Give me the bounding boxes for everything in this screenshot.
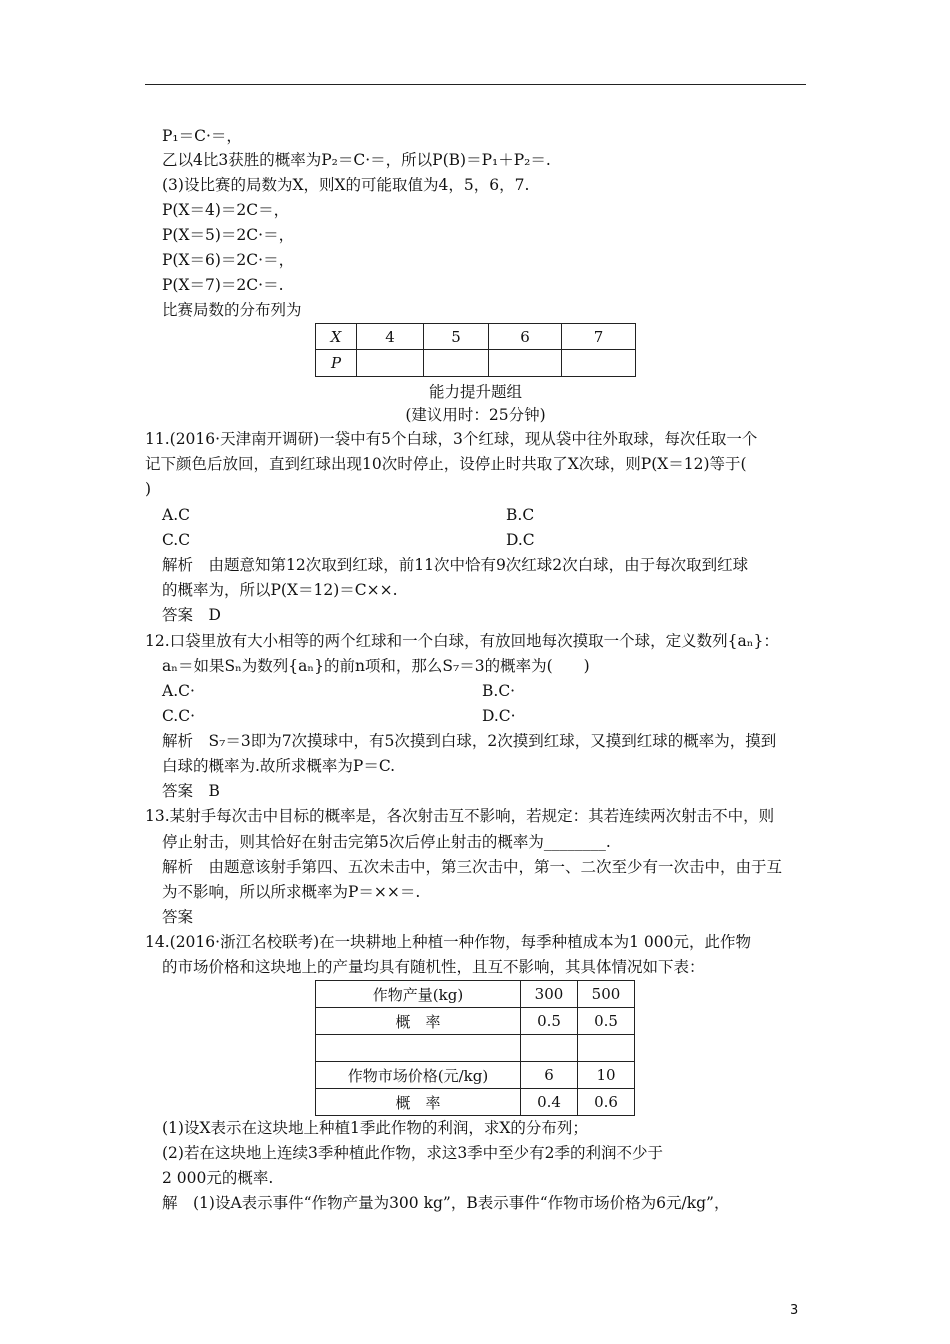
table-cell: 概 率 [316, 1089, 521, 1116]
question-14-part: 2 000元的概率. [162, 1169, 274, 1187]
option-d: D.C· [482, 707, 516, 725]
text-line: P(X＝4)＝2C＝， [162, 201, 290, 219]
table-cell: P [316, 350, 357, 377]
option-a: A.C· [162, 682, 195, 700]
answer-line: 答案 D [162, 606, 221, 624]
option-c: C.C· [162, 707, 196, 725]
text-line: P(X＝7)＝2C·＝. [162, 276, 284, 294]
text-line: P(X＝6)＝2C·＝， [162, 251, 295, 269]
option-a: A.C [162, 506, 190, 524]
solution-line: 解析 S₇＝3即为7次摸球中，有5次摸到白球，2次摸到红球，又摸到红球的概率为，摸到 [162, 732, 777, 750]
header-rule [145, 84, 806, 85]
table-cell [357, 350, 424, 377]
text-line: P(X＝5)＝2C·＝， [162, 226, 295, 244]
option-b: B.C· [482, 682, 516, 700]
table-cell [578, 1035, 635, 1062]
page-number: 3 [790, 1303, 799, 1318]
table-cell [521, 1035, 578, 1062]
table-cell: 500 [578, 981, 635, 1008]
distribution-table [315, 323, 636, 377]
text-line: (3)设比赛的局数为X，则X的可能取值为4，5，6，7. [162, 176, 530, 194]
table-cell: 5 [424, 324, 489, 350]
table-cell: 作物市场价格(元/kg) [316, 1062, 521, 1089]
table-cell: 10 [578, 1062, 635, 1089]
section-subtitle: (建议用时：25分钟) [405, 406, 546, 424]
table-cell: 6 [521, 1062, 578, 1089]
table-cell: 4 [357, 324, 424, 350]
table-cell [316, 1035, 521, 1062]
crop-table [315, 980, 635, 1116]
question-11-line: 11.(2016·天津南开调研)一袋中有5个白球，3个红球，现从袋中往外取球，每次任取一个 [145, 430, 758, 448]
table-cell [562, 350, 636, 377]
table-cell [424, 350, 489, 377]
answer-line: 答案 [162, 908, 194, 926]
table-cell: 0.5 [578, 1008, 635, 1035]
question-13-line: 13.某射手每次击中目标的概率是，各次射击互不影响，若规定：其若连续两次射击不中，则 [145, 807, 775, 825]
solution-line: 解析 由题意该射手第四、五次未击中，第三次击中，第一、二次至少有一次击中，由于互 [162, 858, 783, 876]
solution-line: 白球的概率为.故所求概率为P＝C. [162, 757, 396, 775]
text-line: 乙以4比3获胜的概率为P₂＝C·＝，所以P(B)＝P₁＋P₂＝. [162, 151, 551, 169]
table-cell: 概 率 [316, 1008, 521, 1035]
table-cell: 300 [521, 981, 578, 1008]
section-title: 能力提升题组 [428, 383, 522, 401]
question-12-line: aₙ＝如果Sₙ为数列{aₙ}的前n项和，那么S₇＝3的概率为( ) [162, 657, 590, 675]
table-cell [489, 350, 562, 377]
question-14-part: (2)若在这块地上连续3季种植此作物，求这3季中至少有2季的利润不少于 [162, 1144, 664, 1162]
solution-line: 的概率为，所以P(X＝12)＝C××. [162, 581, 398, 599]
option-b: B.C [506, 506, 535, 524]
table-cell: 0.6 [578, 1089, 635, 1116]
question-12-line: 12.口袋里放有大小相等的两个红球和一个白球，有放回地每次摸取一个球，定义数列{aₙ}： [145, 632, 779, 650]
table-cell: 0.4 [521, 1089, 578, 1116]
question-14-line: 14.(2016·浙江名校联考)在一块耕地上种植一种作物，每季种植成本为1 000元，此作物 [145, 933, 751, 951]
solution-line: 解析 由题意知第12次取到红球，前11次中恰有9次红球2次白球，由于每次取到红球 [162, 556, 749, 574]
table-cell: 0.5 [521, 1008, 578, 1035]
text-line: 比赛局数的分布列为 [162, 301, 302, 319]
table-cell: 作物产量(kg) [316, 981, 521, 1008]
text-line: P₁＝C·＝， [162, 127, 242, 145]
question-11-line: 记下颜色后放回，直到红球出现10次时停止，设停止时共取了X次球，则P(X＝12)等于( [145, 455, 747, 473]
table-cell: 7 [562, 324, 636, 350]
solution-line: 为不影响，所以所求概率为P＝××＝. [162, 883, 421, 901]
question-14-part: (1)设X表示在这块地上种植1季此作物的利润，求X的分布列； [162, 1119, 588, 1137]
question-11-line: ) [145, 480, 152, 498]
option-c: C.C [162, 531, 191, 549]
question-14-line: 的市场价格和这块地上的产量均具有随机性，且互不影响，其具体情况如下表： [162, 958, 705, 976]
solution-line: 解 (1)设A表示事件“作物产量为300 kg”，B表示事件“作物市场价格为6元/kg”， [162, 1194, 730, 1212]
question-13-line: 停止射击，则其恰好在射击完第5次后停止射击的概率为________. [162, 833, 611, 851]
answer-line: 答案 B [162, 782, 220, 800]
option-d: D.C [506, 531, 535, 549]
table-cell: 6 [489, 324, 562, 350]
table-cell: X [316, 324, 357, 350]
